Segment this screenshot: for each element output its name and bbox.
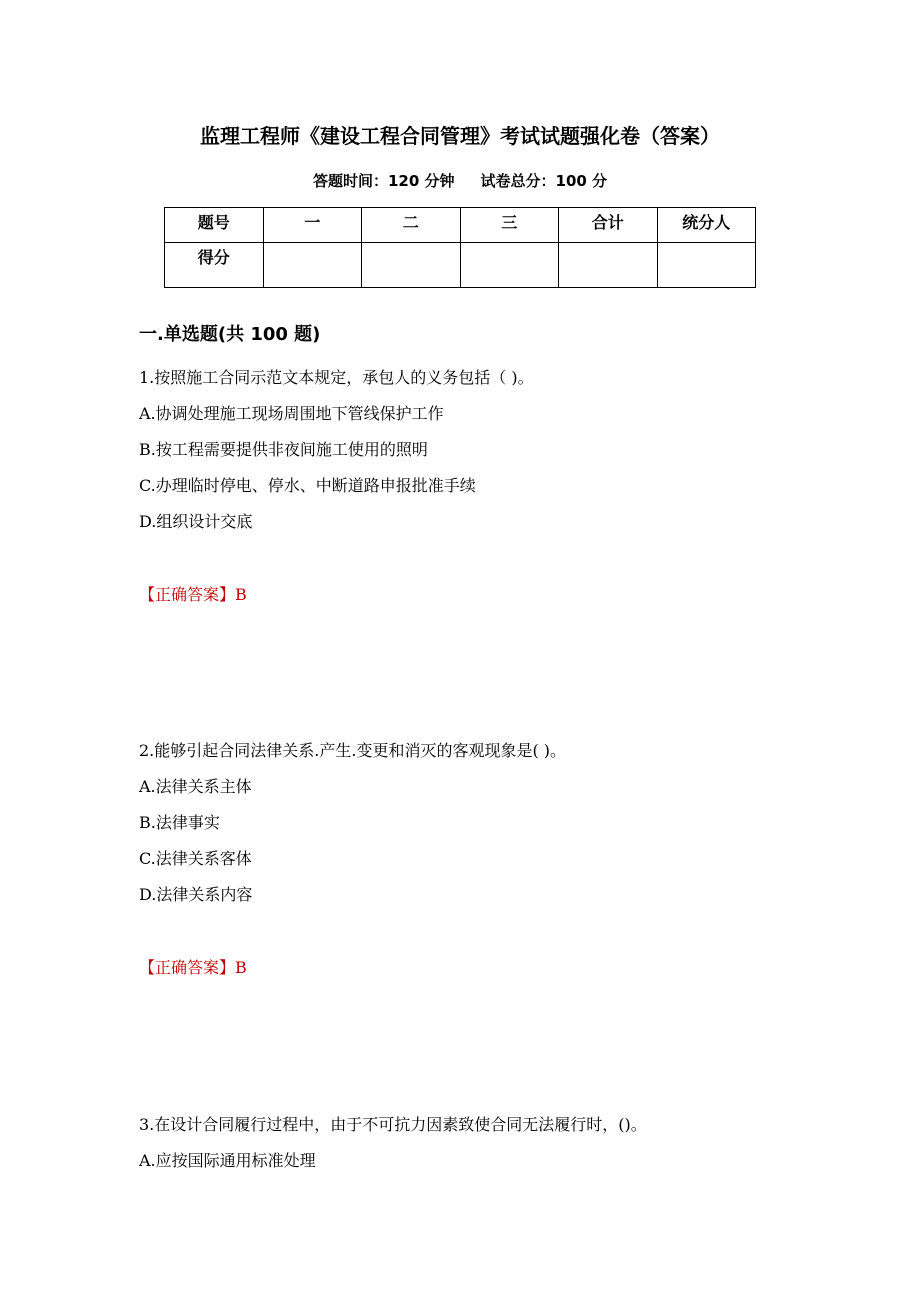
question-option: C.办理临时停电、停水、中断道路申报批准手续 [139, 476, 476, 495]
score-table-cell: 合计 [559, 208, 658, 243]
document-title: 监理工程师《建设工程合同管理》考试试题强化卷（答案） [200, 124, 720, 148]
question-option: A.应按国际通用标准处理 [139, 1151, 316, 1170]
score-table [164, 207, 756, 288]
answer-label: 【正确答案】 [139, 585, 236, 604]
question-option: D.组织设计交底 [139, 512, 253, 531]
score-table-cell: 题号 [165, 208, 264, 243]
score-table-cell: 统分人 [657, 208, 756, 243]
question-option: A.法律关系主体 [139, 777, 252, 796]
score-table-cell: 一 [263, 208, 362, 243]
correct-answer [139, 957, 247, 979]
score-table-cell: 得分 [165, 243, 264, 288]
score-table-empty-cell [559, 243, 658, 288]
answer-letter: B [235, 585, 247, 604]
question-stem: 3.在设计合同履行过程中，由于不可抗力因素致使合同无法履行时，()。 [139, 1115, 647, 1134]
exam-meta [0, 170, 920, 192]
answer-label: 【正确答案】 [139, 958, 236, 977]
question-option: A.协调处理施工现场周围地下管线保护工作 [139, 404, 444, 423]
question-option: C.法律关系客体 [139, 849, 252, 868]
exam-time: 答题时间：120 分钟 [312, 172, 455, 190]
score-table-cell: 三 [460, 208, 559, 243]
question-option: B.法律事实 [139, 813, 220, 832]
question-stem: 1.按照施工合同示范文本规定，承包人的义务包括（ )。 [139, 368, 534, 387]
score-table-empty-cell [263, 243, 362, 288]
score-table-score-row [165, 243, 756, 288]
score-table-empty-cell [362, 243, 461, 288]
exam-total-score: 试卷总分：100 分 [480, 172, 608, 190]
answer-letter: B [235, 958, 247, 977]
question-option: D.法律关系内容 [139, 885, 253, 904]
score-table-cell: 二 [362, 208, 461, 243]
score-table-empty-cell [460, 243, 559, 288]
section-title: 一.单选题(共 100 题) [139, 324, 321, 345]
score-table-empty-cell [657, 243, 756, 288]
score-table-header-row [165, 208, 756, 243]
question-option: B.按工程需要提供非夜间施工使用的照明 [139, 440, 428, 459]
correct-answer [139, 584, 247, 606]
question-stem: 2.能够引起合同法律关系.产生.变更和消灭的客观现象是( )。 [139, 741, 567, 760]
